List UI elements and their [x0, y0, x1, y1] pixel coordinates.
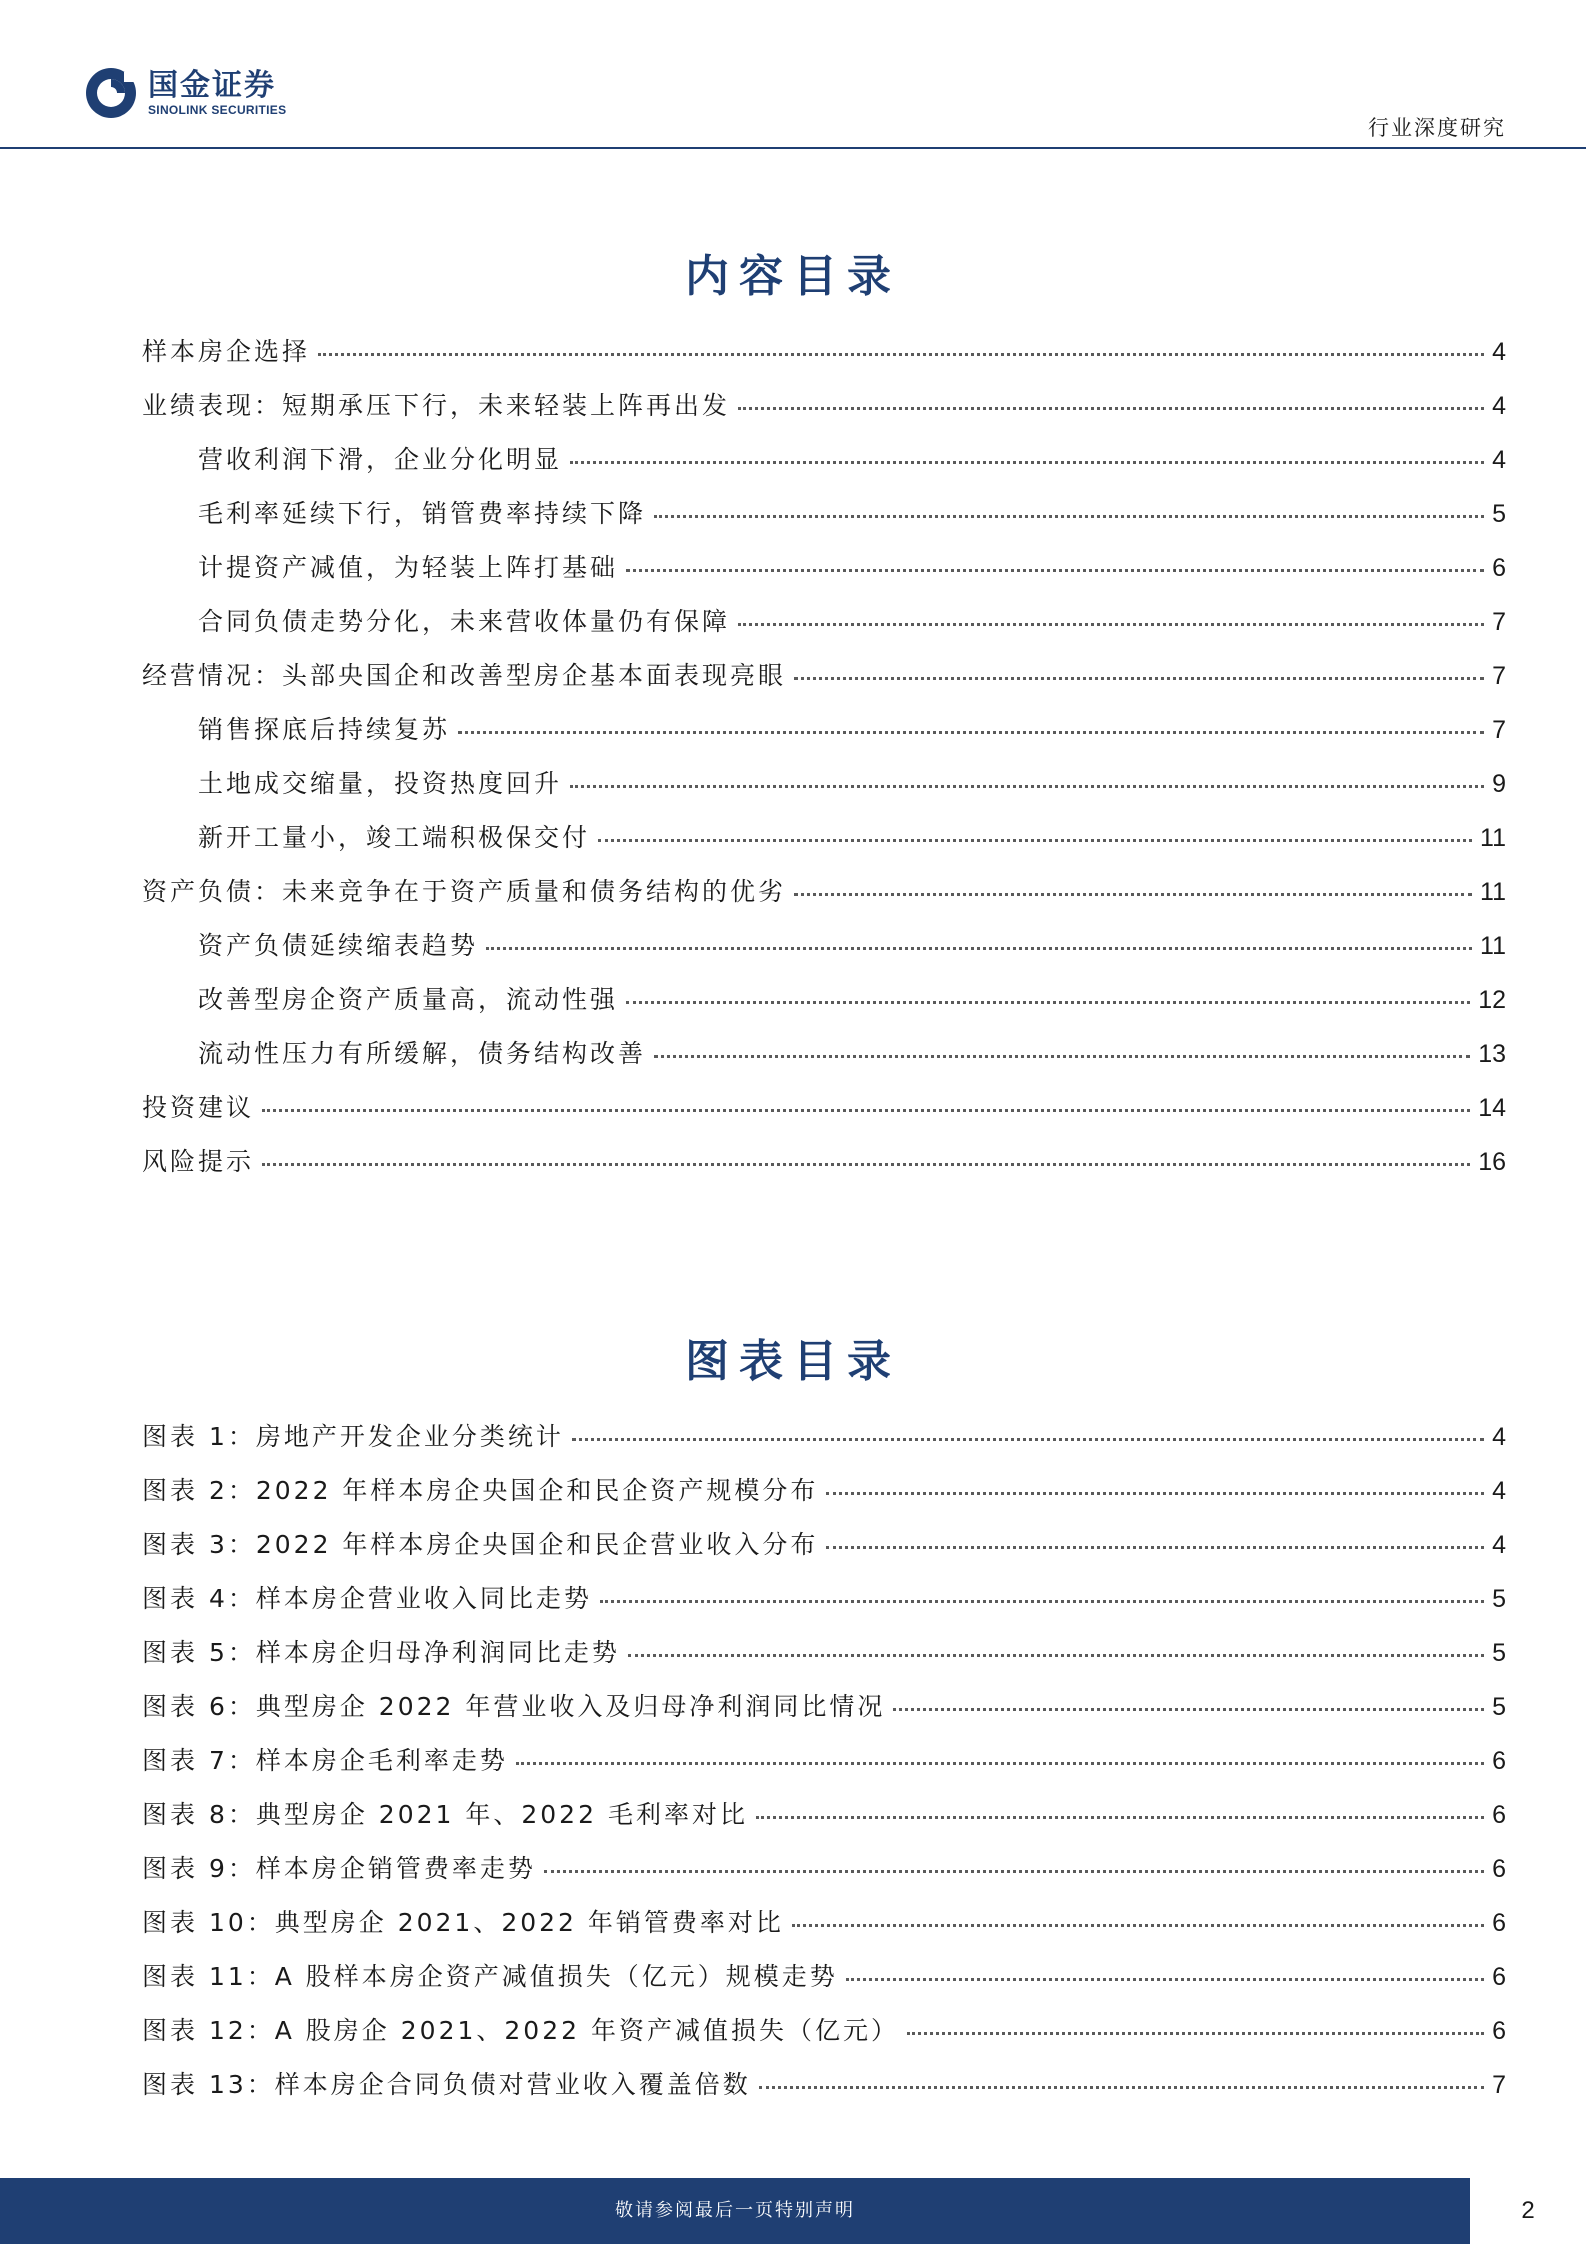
dot-leader	[654, 515, 1484, 518]
contents-entry[interactable]	[142, 980, 1506, 1034]
contents-list	[142, 332, 1506, 1196]
dot-leader	[792, 1924, 1484, 1927]
contents-entry-page: 14	[1478, 1094, 1506, 1122]
dot-leader	[458, 731, 1484, 734]
contents-entry-page: 9	[1492, 770, 1506, 798]
contents-entry-page: 4	[1492, 446, 1506, 474]
figures-entry[interactable]	[142, 1525, 1506, 1579]
contents-title: 内容目录	[685, 251, 901, 302]
figures-entry-page: 6	[1492, 1855, 1506, 1883]
contents-entry-label: 资产负债：未来竞争在于资产质量和债务结构的优劣	[142, 877, 787, 906]
figures-entry-page: 6	[1492, 1909, 1506, 1937]
contents-entry[interactable]	[142, 1088, 1506, 1142]
dot-leader	[516, 1762, 1484, 1765]
figures-entry[interactable]	[142, 1849, 1506, 1903]
contents-entry-page: 11	[1480, 824, 1506, 852]
contents-entry[interactable]	[142, 332, 1506, 386]
figures-entry-label: 图表 11：A 股样本房企资产减值损失（亿元）规模走势	[142, 1962, 838, 1991]
figures-entry-page: 5	[1492, 1585, 1506, 1613]
figures-entry-page: 5	[1492, 1639, 1506, 1667]
contents-entry-label: 经营情况：头部央国企和改善型房企基本面表现亮眼	[142, 661, 787, 690]
figures-entry-page: 6	[1492, 1963, 1506, 1991]
figures-entry-label: 图表 2：2022 年样本房企央国企和民企资产规模分布	[142, 1476, 819, 1505]
dot-leader	[893, 1708, 1484, 1711]
dot-leader	[794, 893, 1472, 896]
contents-entry-page: 6	[1492, 554, 1506, 582]
figures-entry[interactable]	[142, 1471, 1506, 1525]
figures-entry-page: 6	[1492, 1747, 1506, 1775]
contents-entry[interactable]	[142, 386, 1506, 440]
figures-list	[142, 1417, 1506, 2119]
contents-entry-label: 改善型房企资产质量高，流动性强	[198, 985, 619, 1014]
figures-entry-page: 4	[1492, 1423, 1506, 1451]
contents-entry[interactable]	[142, 1034, 1506, 1088]
dot-leader	[738, 407, 1484, 410]
figures-entry-page: 4	[1492, 1477, 1506, 1505]
figures-entry-label: 图表 10：典型房企 2021、2022 年销管费率对比	[142, 1908, 784, 1937]
dot-leader	[826, 1492, 1484, 1495]
dot-leader	[626, 1001, 1470, 1004]
contents-entry[interactable]	[142, 764, 1506, 818]
dot-leader	[794, 677, 1484, 680]
footer-disclaimer: 敬请参阅最后一页特别声明	[0, 2178, 1470, 2244]
contents-entry-label: 流动性压力有所缓解，债务结构改善	[198, 1039, 647, 1068]
figures-entry[interactable]	[142, 1579, 1506, 1633]
figures-entry-label: 图表 5：样本房企归母净利润同比走势	[142, 1638, 620, 1667]
contents-entry[interactable]	[142, 548, 1506, 602]
contents-entry-label: 业绩表现：短期承压下行，未来轻装上阵再出发	[142, 391, 731, 420]
contents-entry[interactable]	[142, 494, 1506, 548]
figures-entry[interactable]	[142, 2065, 1506, 2119]
page-footer	[0, 2178, 1586, 2244]
contents-entry-page: 13	[1478, 1040, 1506, 1068]
figures-entry[interactable]	[142, 1957, 1506, 2011]
dot-leader	[262, 1109, 1470, 1112]
figures-entry[interactable]	[142, 2011, 1506, 2065]
figures-entry[interactable]	[142, 1687, 1506, 1741]
dot-leader	[318, 353, 1484, 356]
contents-entry-label: 资产负债延续缩表趋势	[198, 931, 479, 960]
contents-entry-label: 投资建议	[142, 1093, 255, 1122]
contents-entry[interactable]	[142, 872, 1506, 926]
dot-leader	[570, 785, 1484, 788]
figures-entry[interactable]	[142, 1795, 1506, 1849]
contents-entry-page: 4	[1492, 392, 1506, 420]
dot-leader	[628, 1654, 1484, 1657]
dot-leader	[598, 839, 1472, 842]
header-divider	[0, 147, 1586, 149]
dot-leader	[570, 461, 1484, 464]
page-header	[0, 0, 1586, 150]
dot-leader	[756, 1816, 1484, 1819]
contents-entry-label: 土地成交缩量，投资热度回升	[198, 769, 563, 798]
contents-entry-page: 7	[1492, 662, 1506, 690]
figures-entry-label: 图表 6：典型房企 2022 年营业收入及归母净利润同比情况	[142, 1692, 886, 1721]
report-type-label: 行业深度研究	[1368, 116, 1506, 140]
figures-entry[interactable]	[142, 1633, 1506, 1687]
dot-leader	[907, 2032, 1484, 2035]
figures-entry-label: 图表 3：2022 年样本房企央国企和民企营业收入分布	[142, 1530, 819, 1559]
contents-entry-page: 5	[1492, 500, 1506, 528]
contents-entry-page: 16	[1478, 1148, 1506, 1176]
page-number: 2	[1521, 2197, 1535, 2224]
dot-leader	[846, 1978, 1484, 1981]
figures-entry-page: 5	[1492, 1693, 1506, 1721]
contents-entry-page: 11	[1480, 932, 1506, 960]
dot-leader	[486, 947, 1472, 950]
contents-entry-page: 7	[1492, 716, 1506, 744]
contents-entry[interactable]	[142, 602, 1506, 656]
contents-entry-label: 毛利率延续下行，销管费率持续下降	[198, 499, 647, 528]
dot-leader	[600, 1600, 1484, 1603]
figures-entry-label: 图表 8：典型房企 2021 年、2022 毛利率对比	[142, 1800, 748, 1829]
figures-entry[interactable]	[142, 1417, 1506, 1471]
contents-entry[interactable]	[142, 818, 1506, 872]
dot-leader	[826, 1546, 1484, 1549]
figures-entry[interactable]	[142, 1741, 1506, 1795]
contents-entry[interactable]	[142, 926, 1506, 980]
dot-leader	[738, 623, 1484, 626]
figures-entry-label: 图表 1：房地产开发企业分类统计	[142, 1422, 564, 1451]
figures-entry[interactable]	[142, 1903, 1506, 1957]
figures-entry-page: 7	[1492, 2071, 1506, 2099]
dot-leader	[759, 2086, 1484, 2089]
contents-entry-page: 4	[1492, 338, 1506, 366]
dot-leader	[544, 1870, 1484, 1873]
figures-entry-page: 6	[1492, 2017, 1506, 2045]
contents-entry-page: 11	[1480, 878, 1506, 906]
figures-entry-page: 6	[1492, 1801, 1506, 1829]
logo-english-name: SINOLINK SECURITIES	[148, 103, 287, 117]
dot-leader	[626, 569, 1484, 572]
contents-entry[interactable]	[142, 1142, 1506, 1196]
figures-entry-label: 图表 9：样本房企销管费率走势	[142, 1854, 536, 1883]
contents-entry-label: 风险提示	[142, 1147, 255, 1176]
contents-entry-page: 7	[1492, 608, 1506, 636]
contents-entry-label: 样本房企选择	[142, 337, 311, 366]
figures-entry-label: 图表 4：样本房企营业收入同比走势	[142, 1584, 592, 1613]
contents-entry-label: 销售探底后持续复苏	[198, 715, 451, 744]
contents-entry[interactable]	[142, 440, 1506, 494]
dot-leader	[262, 1163, 1470, 1166]
figures-entry-label: 图表 7：样本房企毛利率走势	[142, 1746, 508, 1775]
figures-title: 图表目录	[685, 1336, 901, 1387]
contents-entry-label: 合同负债走势分化，未来营收体量仍有保障	[198, 607, 731, 636]
figures-entry-page: 4	[1492, 1531, 1506, 1559]
contents-entry-label: 计提资产减值，为轻装上阵打基础	[198, 553, 619, 582]
figures-entry-label: 图表 13：样本房企合同负债对营业收入覆盖倍数	[142, 2070, 751, 2099]
dot-leader	[572, 1438, 1484, 1441]
sinolink-logo-icon	[84, 66, 138, 120]
contents-entry[interactable]	[142, 710, 1506, 764]
contents-entry-label: 新开工量小，竣工端积极保交付	[198, 823, 591, 852]
company-logo	[84, 66, 286, 120]
dot-leader	[654, 1055, 1470, 1058]
logo-chinese-name: 国金证券	[148, 68, 276, 103]
contents-entry[interactable]	[142, 656, 1506, 710]
contents-entry-page: 12	[1478, 986, 1506, 1014]
figures-entry-label: 图表 12：A 股房企 2021、2022 年资产减值损失（亿元）	[142, 2016, 899, 2045]
contents-entry-label: 营收利润下滑，企业分化明显	[198, 445, 563, 474]
